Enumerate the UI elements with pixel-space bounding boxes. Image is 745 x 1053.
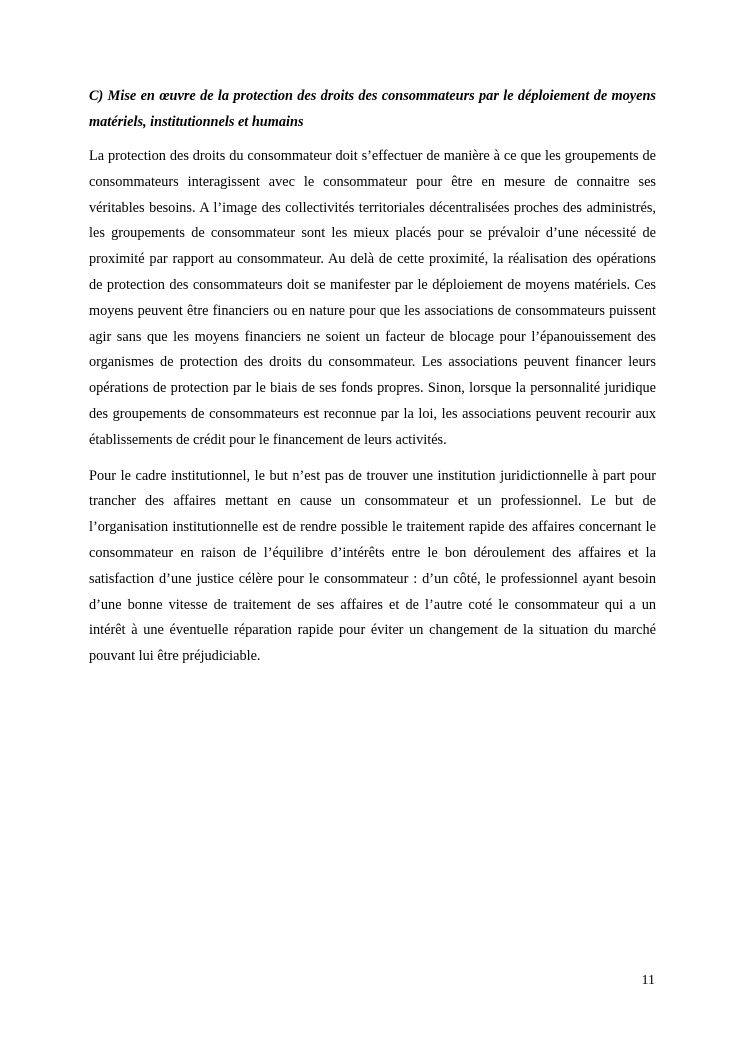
page-number: 11 [641, 973, 655, 988]
paragraph-institutional-framework: Pour le cadre institutionnel, le but n’est pas de trouver une institution juridictionnelle à part pour trancher des affaires mettant en cause un consommateur et un professionnel. Le but de l’organisation institutionnelle est de rendre possible le traitement rapide des affaires concernant le consommateur en raison de l’équilibre d’intérêts entre le bon déroulement des affaires et la satisfaction d’une justice célère pour le consommateur : d’un côté, le professionnel ayant besoin d’une bonne vitesse de traitement de ses affaires et de l’autre coté le consommateur qui a un intérêt à une éventuelle réparation rapide pour éviter un changement de la situation du marché pouvant lui être préjudiciable. [89, 467, 656, 665]
paragraph-consumer-groups: La protection des droits du consommateur doit s’effectuer de manière à ce que les groupements de consommateurs interagissent avec le consommateur pour être en mesure de connaitre ses véritables besoins. A l’image des collectivités territoriales décentralisées proches des administrés, les groupements de consommateur sont les mieux placés pour se prévaloir d’une nécessité de proximité par rapport au consommateur. Au delà de cette proximité, la réalisation des opérations de protection des consommateurs doit se manifester par le déploiement de moyens matériels. Ces moyens peuvent être financiers ou en nature pour que les associations de consommateurs puissent agir sans que les moyens financiers ne soient un facteur de blocage pour l’épanouissement des organismes de protection des droits du consommateur. Les associations peuvent financer leurs opérations de protection par le biais de ses fonds propres. Sinon, lorsque la personnalité juridique des groupements de consommateurs est reconnue par la loi, les associations peuvent recourir aux établissements de crédit pour le financement de leurs activités. [89, 148, 656, 448]
document-page [89, 84, 656, 680]
section-heading: C) Mise en œuvre de la protection des droits des consommateurs par le déploiement de moyens matériels, institutionnels et humains [89, 88, 656, 130]
